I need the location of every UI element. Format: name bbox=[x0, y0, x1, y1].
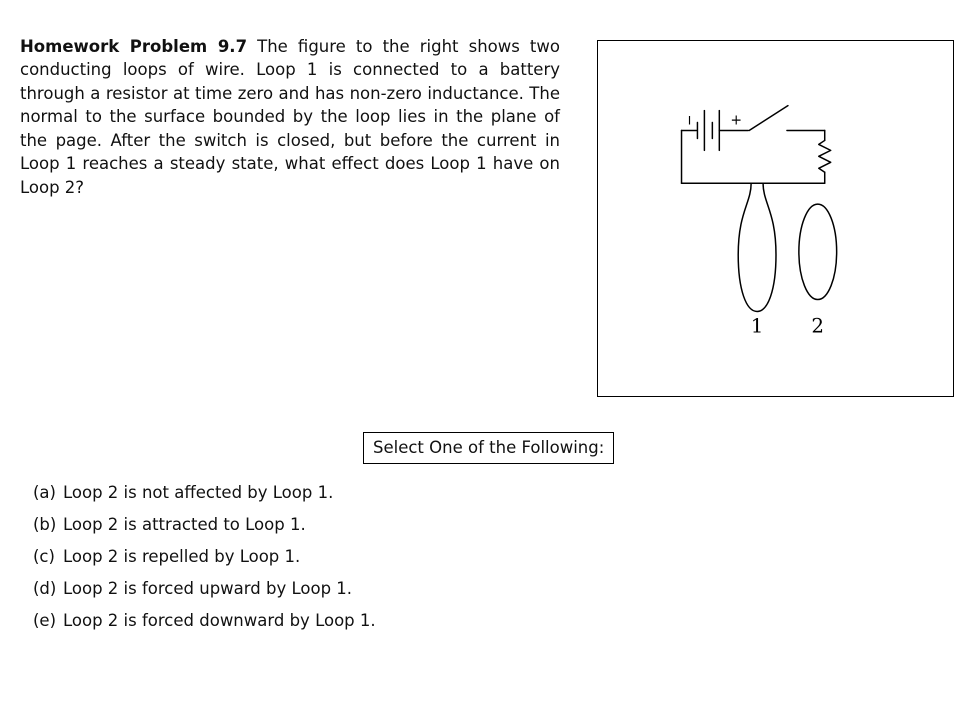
problem-body: The figure to the right shows two conducting loops of wire. Loop 1 is connected to a battery through a resistor at time zero and has non-zero inductance. The normal to the surface bounded by the loop lies in the plane of the page. After the switch is closed, but before the current in Loop 1 reaches a steady state, what effect does Loop 1 have on Loop 2? bbox=[20, 36, 560, 197]
loop1-number-label: 1 bbox=[750, 314, 764, 338]
loop2-number-label: 2 bbox=[811, 314, 825, 338]
option-a[interactable] bbox=[33, 483, 376, 515]
problem-title: Homework Problem 9.7 bbox=[20, 36, 248, 56]
option-e-letter: (e) bbox=[33, 611, 57, 630]
loop1-shape bbox=[738, 183, 776, 311]
battery-icon bbox=[697, 111, 719, 151]
battery-current-label: I bbox=[687, 113, 692, 128]
option-b[interactable] bbox=[33, 515, 376, 547]
option-a-letter: (a) bbox=[33, 483, 56, 502]
figure-box bbox=[597, 40, 954, 397]
option-d[interactable] bbox=[33, 579, 376, 611]
option-c[interactable] bbox=[33, 547, 376, 579]
problem-statement bbox=[20, 35, 560, 200]
option-d-text: Loop 2 is forced upward by Loop 1. bbox=[63, 579, 353, 598]
switch-icon bbox=[749, 106, 788, 131]
option-c-letter: (c) bbox=[33, 547, 55, 566]
option-e-text: Loop 2 is forced downward by Loop 1. bbox=[63, 611, 376, 630]
loop2-shape bbox=[799, 204, 837, 299]
options-list bbox=[33, 483, 376, 643]
option-a-text: Loop 2 is not affected by Loop 1. bbox=[63, 483, 334, 502]
option-b-text: Loop 2 is attracted to Loop 1. bbox=[63, 515, 306, 534]
option-e[interactable] bbox=[33, 611, 376, 643]
resistor-icon bbox=[819, 140, 831, 172]
option-c-text: Loop 2 is repelled by Loop 1. bbox=[63, 547, 301, 566]
battery-plus-label: + bbox=[730, 112, 743, 129]
select-prompt: Select One of the Following: bbox=[363, 432, 614, 464]
circuit-figure bbox=[598, 41, 953, 396]
option-d-letter: (d) bbox=[33, 579, 57, 598]
option-b-letter: (b) bbox=[33, 515, 57, 534]
